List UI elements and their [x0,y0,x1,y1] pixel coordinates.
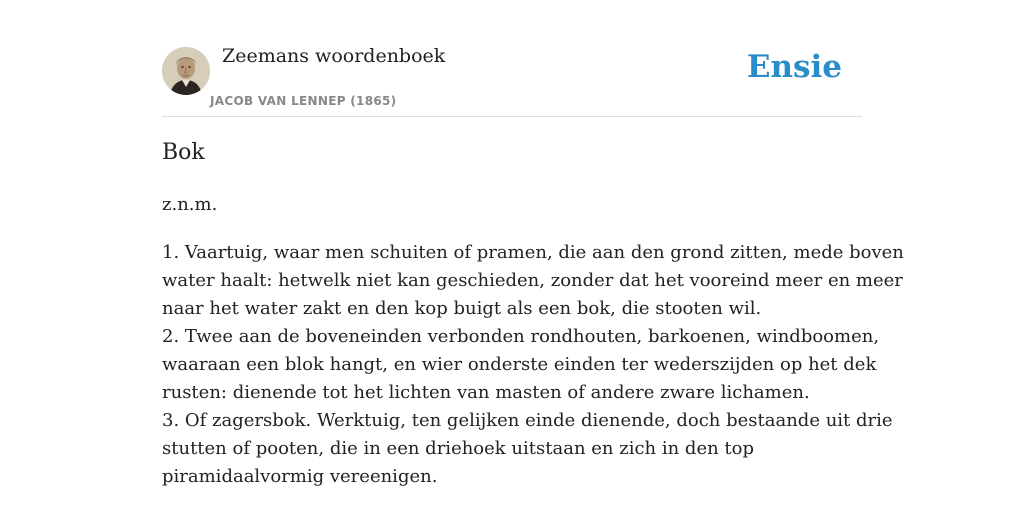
part-of-speech: z.n.m. [162,194,218,215]
definition-line: rusten: dienende tot het lichten van masten of andere zware lichamen. [162,382,810,403]
dictionary-title[interactable]: Zeemans woordenboek [222,45,446,67]
definition-line: naar het water zakt en den kop buigt als een bok, die stooten wil. [162,298,762,319]
dictionary-header [162,40,862,117]
definition-text [162,239,904,491]
definition-line: piramidaalvormig vereenigen. [162,466,438,487]
definition-line: water haalt: hetwelk niet kan geschieden, zonder dat het vooreind meer en meer [162,270,903,291]
definition-line: 2. Twee aan de boveneinden verbonden rondhouten, barkoenen, windboomen, [162,326,880,347]
definition-line: 1. Vaartuig, waar men schuiten of pramen, die aan den grond zitten, mede boven [162,242,904,263]
definition-line: stutten of pooten, die in een driehoek uitstaan en zich in den top [162,438,755,459]
author-avatar[interactable] [162,47,210,95]
ensie-logo-link[interactable]: Ensie [746,49,842,85]
entry-headword: Bok [162,140,205,165]
definition-line: 3. Of zagersbok. Werktuig, ten gelijken einde dienende, doch bestaande uit drie [162,410,893,431]
definition-line: waaraan een blok hangt, en wier onderste einden ter wederszijden op het dek [162,354,877,375]
dictionary-author[interactable]: JACOB VAN LENNEP (1865) [210,94,397,108]
portrait-icon [162,47,210,95]
